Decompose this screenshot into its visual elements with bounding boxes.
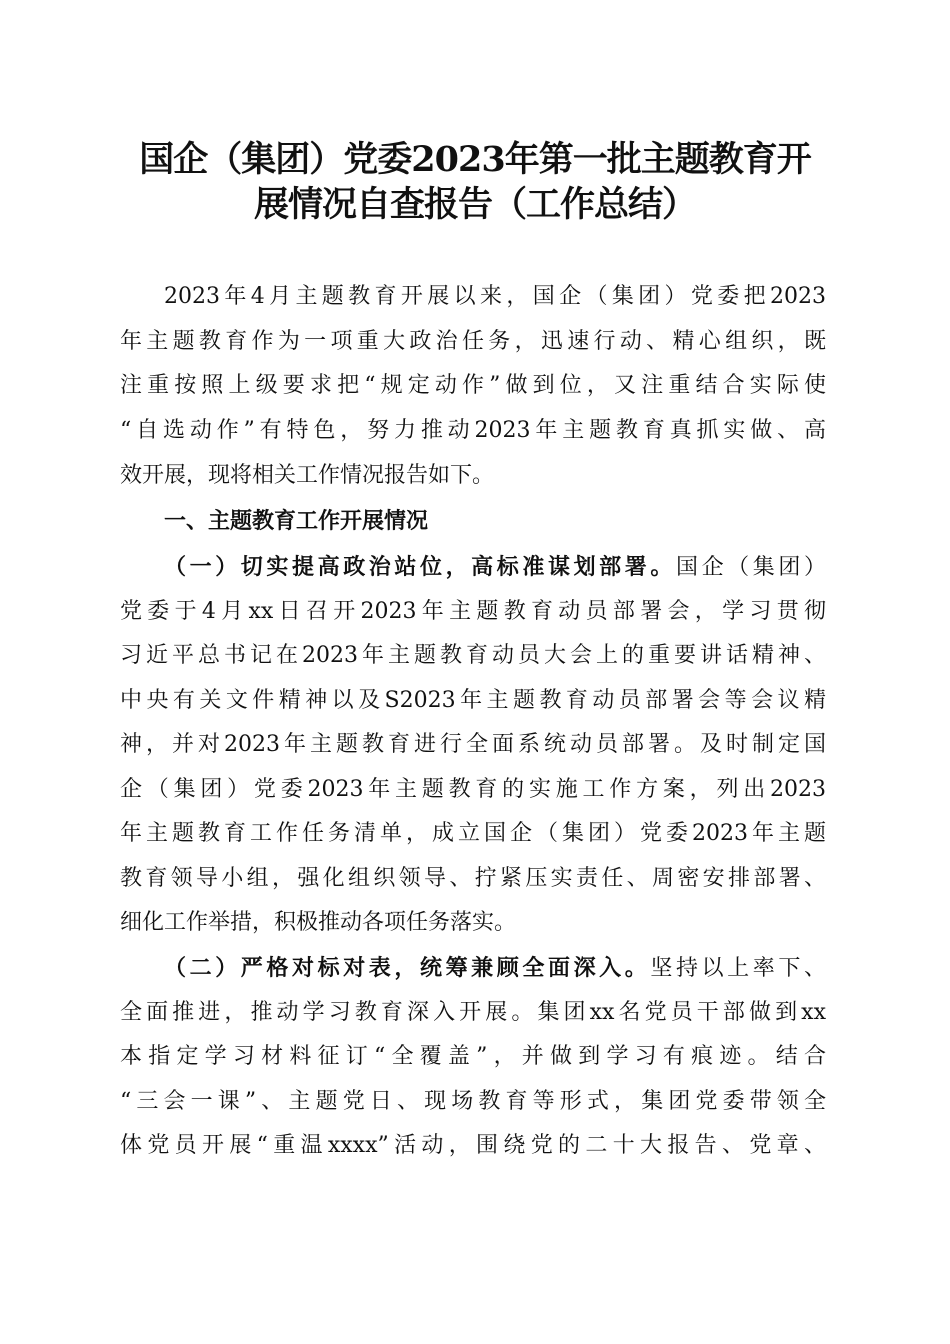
- body-line: 党委于4月xx日召开2023年主题教育动员部署会，学习贯彻: [120, 599, 826, 624]
- subsection-1-lead-rest: 国企（集团）: [675, 555, 826, 580]
- body-line: 教育领导小组，强化组织领导、拧紧压实责任、周密安排部署、: [120, 866, 826, 891]
- body-line: 本指定学习材料征订“全覆盖”，并做到学习有痕迹。结合: [120, 1044, 826, 1069]
- intro-line: 效开展，现将相关工作情况报告如下。: [120, 463, 495, 488]
- body-line: 企（集团）党委2023年主题教育的实施工作方案，列出2023: [120, 777, 826, 802]
- document-title-line-1: 国企（集团）党委2023年第一批主题教育开: [139, 139, 811, 180]
- body-line: 年主题教育工作任务清单，成立国企（集团）党委2023年主题: [120, 821, 826, 846]
- section-heading: 一、主题教育工作开展情况: [164, 509, 429, 534]
- intro-line: 2023年4月主题教育开展以来，国企（集团）党委把2023: [164, 284, 826, 309]
- subsection-1-first-line: [164, 552, 826, 582]
- subsection-2-lead: （二）严格对标对表，统筹兼顾全面深入。: [164, 955, 651, 981]
- body-line: 细化工作举措，积极推动各项任务落实。: [120, 910, 517, 935]
- intro-line: 年主题教育作为一项重大政治任务，迅速行动、精心组织，既: [120, 329, 826, 354]
- body-line: 神，并对2023年主题教育进行全面系统动员部署。及时制定国: [120, 732, 826, 757]
- intro-line: 注重按照上级要求把“规定动作”做到位，又注重结合实际使: [120, 373, 826, 398]
- subsection-1-lead: （一）切实提高政治站位，高标准谋划部署。: [164, 554, 676, 580]
- subsection-2-lead-rest: 坚持以上率下、: [650, 956, 826, 981]
- body-line: 全面推进，推动学习教育深入开展。集团xx名党员干部做到xx: [120, 1000, 826, 1025]
- body-line: 体党员开展“重温xxxx”活动，围绕党的二十大报告、党章、: [120, 1133, 826, 1158]
- subsection-2-first-line: [164, 953, 826, 983]
- document-title-line-2: 展情况自查报告（工作总结）: [253, 184, 696, 225]
- body-line: 中央有关文件精神以及S2023年主题教育动员部署会等会议精: [120, 688, 826, 713]
- intro-line: “自选动作”有特色，努力推动2023年主题教育真抓实做、高: [120, 418, 826, 443]
- body-line: “三会一课”、主题党日、现场教育等形式，集团党委带领全: [120, 1089, 826, 1114]
- body-line: 习近平总书记在2023年主题教育动员大会上的重要讲话精神、: [120, 643, 826, 668]
